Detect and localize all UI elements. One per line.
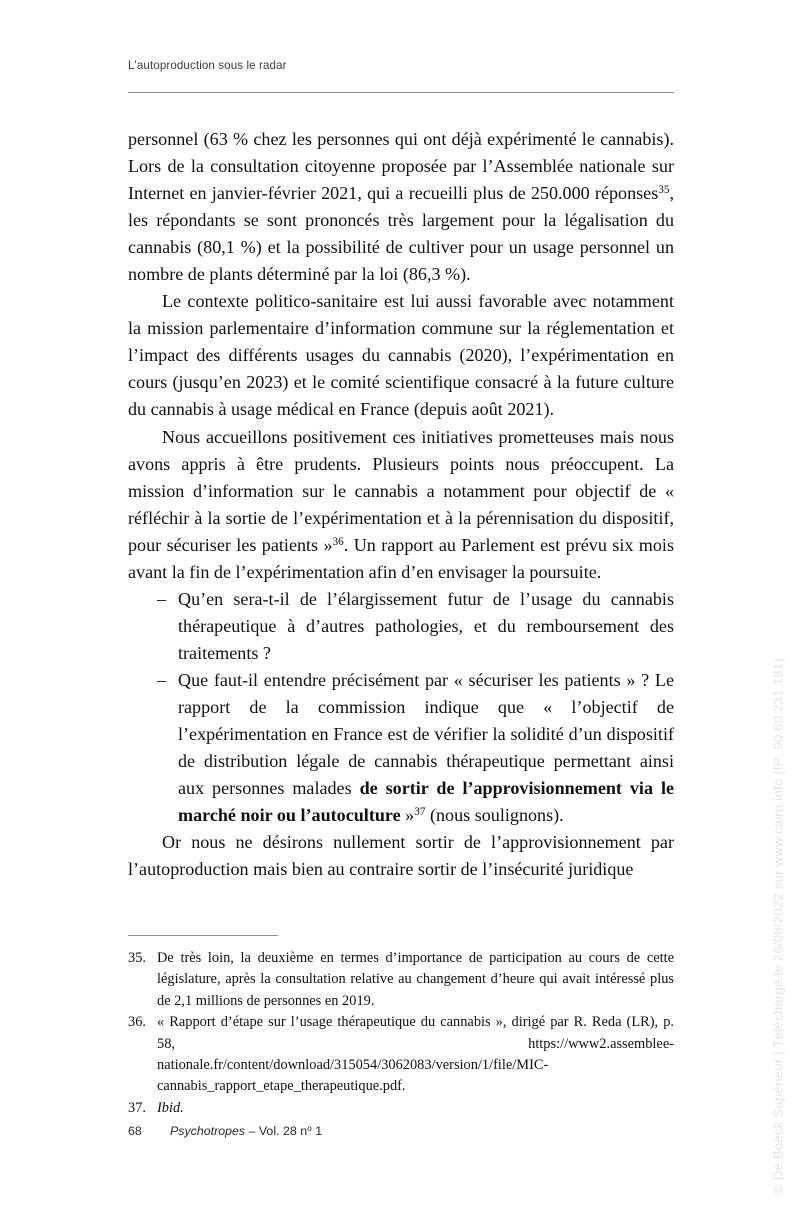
body-text-column <box>128 126 674 883</box>
paragraph-1 <box>128 126 674 288</box>
paragraph-3-text-before-note: Nous accueillons positivement ces initiatives prometteuses mais nous avons appris à être prudents. Plusieurs points nous préoccupent. La mission d’information sur le cannabis a notamment pour objectif de « réfléchir à la sortie de l’expérimentation et à la pérennisation du dispositif, pour sécuriser les patients » <box>128 426 674 555</box>
list-item-2-text-before-bold: Que faut-il entendre précisément par « sécuriser les patients » ? Le rapport de la commission indique que « l’objectif de l’expérimentation en France est de vérifier la solidité d’un dispositif de distribution légale de cannabis thérapeutique permettant ainsi aux personnes malades <box>178 669 674 799</box>
credit-line-text: © De Boeck Supérieur | Téléchargé le 26/08/2022 sur www.cairn.info (IP: 90.60.231.181) <box>770 658 786 1194</box>
journal-title: Psychotropes <box>170 1124 246 1138</box>
list-item-2-text-end: (nous soulignons). <box>425 805 564 826</box>
paragraph-3 <box>128 424 674 586</box>
paragraph-3-text-after-note: . Un rapport au Parlement est prévu six mois avant la fin de l’expérimentation afin d’en envisager la poursuite. <box>128 534 674 582</box>
question-list <box>128 586 674 829</box>
page-number: 68 <box>128 1124 142 1138</box>
footnote-number: 37. <box>128 1099 146 1116</box>
footnote-marker-35[interactable]: 35 <box>658 184 670 197</box>
paragraph-4: Or nous ne désirons nullement sortir de l’approvisionnement par l’autoproduction mais bien au contraire sortir de l’insécurité juridique <box>128 832 674 880</box>
footnote-divider <box>128 935 278 936</box>
issue-number: 1 <box>311 1124 323 1138</box>
footnote-marker-36[interactable]: 36 <box>332 535 344 548</box>
footnote-text-italic: Ibid. <box>157 1099 184 1116</box>
volume-text: – Vol. 28 n <box>245 1124 308 1138</box>
footnote-entry <box>128 948 674 1012</box>
page-footer <box>128 1124 674 1138</box>
footnote-marker-37[interactable]: 37 <box>414 806 426 819</box>
list-item-1-text: Qu’en sera-t-il de l’élargissement futur de l’usage du cannabis thérapeutique à d’autres pathologies, et du remboursement des traitements ? <box>178 588 674 663</box>
footnote-entry <box>128 1012 674 1098</box>
footnote-number: 36. <box>128 1014 146 1031</box>
list-item-2-bold-emphasis: de sortir de l’approvisionnement via le marché noir ou l’autoculture <box>178 778 675 826</box>
paragraph-1-text-after-note: , les répondants se sont prononcés très largement pour la légalisation du cannabis (80,1 %) et la possibilité de cultiver pour un usage personnel un nombre de plants déterminé par la loi (86,3 %). <box>128 183 674 285</box>
paragraph-1-text-before-note: personnel (63 % chez les personnes qui ont déjà expérimenté le cannabis). Lors de la consultation citoyenne proposée par l’Assemblée nationale sur Internet en janvier-février 2021, qui a recueilli plus de 250.000 réponses <box>128 129 674 204</box>
list-item <box>128 667 674 829</box>
paragraph-2: Le contexte politico-sanitaire est lui aussi favorable avec notamment la mission parlementaire d’information commune sur la réglementation et l’impact des différents usages du cannabis (2020), l’expérimentation en cours (jusqu’en 2023) et le comité scientifique consacré à la future culture du cannabis à usage médical en France (depuis août 2021). <box>128 291 674 420</box>
running-head: L'autoproduction sous le radar <box>128 59 287 72</box>
download-credit-watermark <box>758 0 798 1212</box>
list-dash-icon: – <box>157 588 167 609</box>
issue-abbrev-sup: o <box>307 1123 312 1134</box>
footnote-number: 35. <box>128 950 146 966</box>
footnote-text: De très loin, la deuxième en termes d’importance de participation au cours de cette législature, après la consultation relative au changement d’heure qui avait intéressé plus de 2,1 millions de personnes en 2019. <box>157 950 674 1009</box>
footnote-text: « Rapport d’étape sur l’usage thérapeutique du cannabis », dirigé par R. Reda (LR), p. 58, https://www2.assemblee-nationale.fr/content/download/315054/3062083/version/1/file/MIC-cannabis_rapport_etape_therapeutique.pdf. <box>157 1014 674 1095</box>
footnote-entry <box>128 1098 674 1119</box>
list-dash-icon: – <box>157 669 167 690</box>
list-item-2-text-after-bold: » <box>400 805 415 826</box>
header-divider <box>128 92 674 93</box>
list-item <box>128 586 674 667</box>
footnote-list <box>128 948 674 1119</box>
